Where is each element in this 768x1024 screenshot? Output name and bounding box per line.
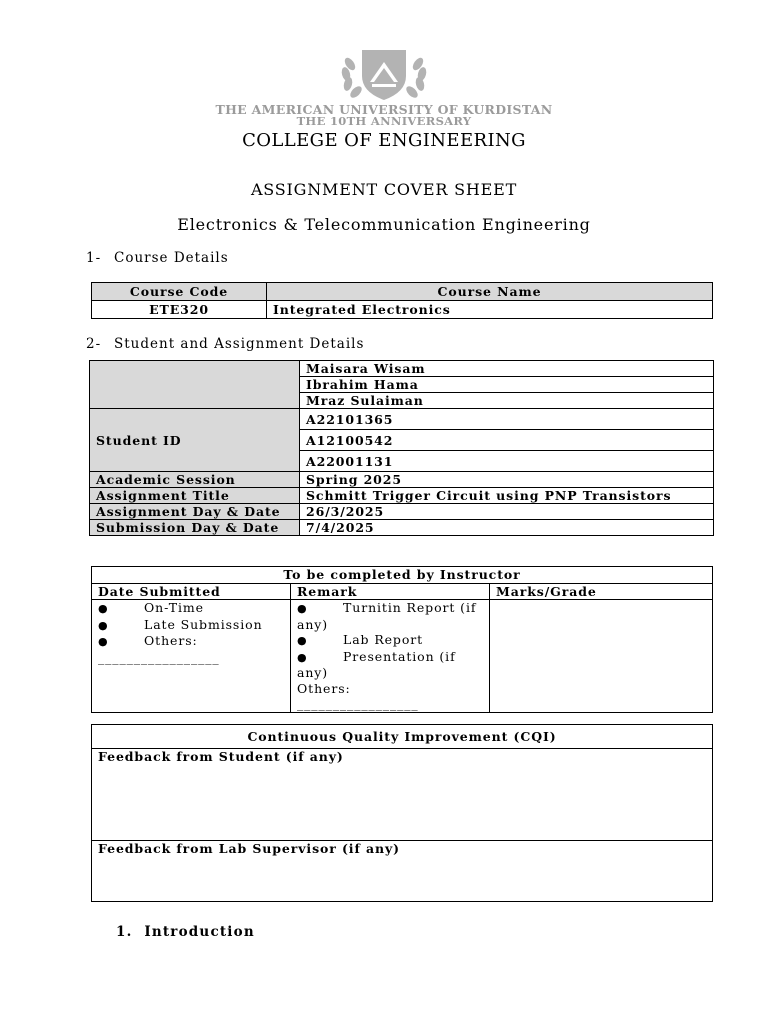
student-id: A22101365	[300, 409, 714, 430]
marks-grade-cell	[490, 600, 713, 713]
course-table	[91, 282, 713, 319]
student-id: A12100542	[300, 430, 714, 451]
assignment-title-value: Schmitt Trigger Circuit using PNP Transistors	[300, 488, 714, 504]
date-submitted-header: Date Submitted	[92, 583, 291, 600]
marks-grade-header: Marks/Grade	[490, 583, 713, 600]
student-name: Maisara Wisam	[300, 361, 714, 377]
student-name: Ibrahim Hama	[300, 377, 714, 393]
submission-date-label: Submission Day & Date	[90, 520, 300, 536]
section-student-details	[86, 336, 364, 352]
option-on-time: ● On-Time	[98, 600, 204, 615]
intro-title: Introduction	[144, 924, 255, 940]
college-title: COLLEGE OF ENGINEERING	[242, 130, 526, 151]
student-names-label	[90, 361, 300, 409]
university-logo	[0, 44, 768, 106]
others-blank: _________________	[98, 649, 220, 665]
student-feedback-box: Feedback from Student (if any)	[92, 749, 713, 841]
department-title: Electronics & Telecommunication Engineering	[177, 215, 591, 234]
remark-others: Others:	[297, 680, 351, 696]
section-number: 2-	[86, 336, 102, 352]
course-name: Integrated Electronics	[267, 301, 713, 319]
student-name: Mraz Sulaiman	[300, 393, 714, 409]
university-name: THE AMERICAN UNIVERSITY OF KURDISTAN	[215, 102, 553, 117]
student-id: A22001131	[300, 451, 714, 472]
course-name-header: Course Name	[267, 283, 713, 301]
date-submitted-cell	[92, 600, 291, 713]
cqi-table	[91, 724, 713, 902]
section-course-details	[86, 250, 229, 266]
section-title: Course Details	[114, 250, 229, 266]
anniversary-text: THE 10TH ANNIVERSARY	[296, 114, 472, 128]
introduction-heading	[116, 924, 255, 940]
student-table	[89, 360, 714, 536]
bullet-icon: ●	[98, 618, 109, 632]
academic-session-value: Spring 2025	[300, 472, 714, 488]
sheet-title: ASSIGNMENT COVER SHEET	[250, 180, 518, 199]
bullet-icon: ●	[297, 634, 308, 647]
remark-others-blank: _________________	[297, 696, 419, 711]
assignment-date-value: 26/3/2025	[300, 504, 714, 520]
option-turnitin: ● Turnitin Report (if any)	[297, 600, 477, 632]
option-late-submission: ● Late Submission	[98, 616, 263, 632]
remark-header: Remark	[291, 583, 490, 600]
academic-session-label: Academic Session	[90, 472, 300, 488]
option-others: ● Others:	[98, 633, 198, 648]
bullet-icon: ●	[297, 650, 308, 664]
bullet-icon: ●	[98, 602, 109, 615]
cqi-title: Continuous Quality Improvement (CQI)	[92, 725, 713, 749]
supervisor-feedback-box: Feedback from Lab Supervisor (if any)	[92, 841, 713, 902]
assignment-date-label: Assignment Day & Date	[90, 504, 300, 520]
bullet-icon: ●	[98, 635, 109, 648]
option-lab-report: ● Lab Report	[297, 632, 424, 647]
bullet-icon: ●	[297, 602, 308, 615]
course-code: ETE320	[92, 301, 267, 319]
student-id-label: Student ID	[90, 409, 300, 472]
intro-number: 1.	[116, 924, 133, 940]
section-title: Student and Assignment Details	[114, 336, 365, 352]
option-presentation: ● Presentation (if any)	[297, 648, 456, 680]
section-number: 1-	[86, 250, 102, 266]
instructor-table-title: To be completed by Instructor	[92, 567, 713, 584]
course-code-header: Course Code	[92, 283, 267, 301]
instructor-table	[91, 566, 713, 713]
remark-cell	[291, 600, 490, 713]
assignment-title-label: Assignment Title	[90, 488, 300, 504]
submission-date-value: 7/4/2025	[300, 520, 714, 536]
